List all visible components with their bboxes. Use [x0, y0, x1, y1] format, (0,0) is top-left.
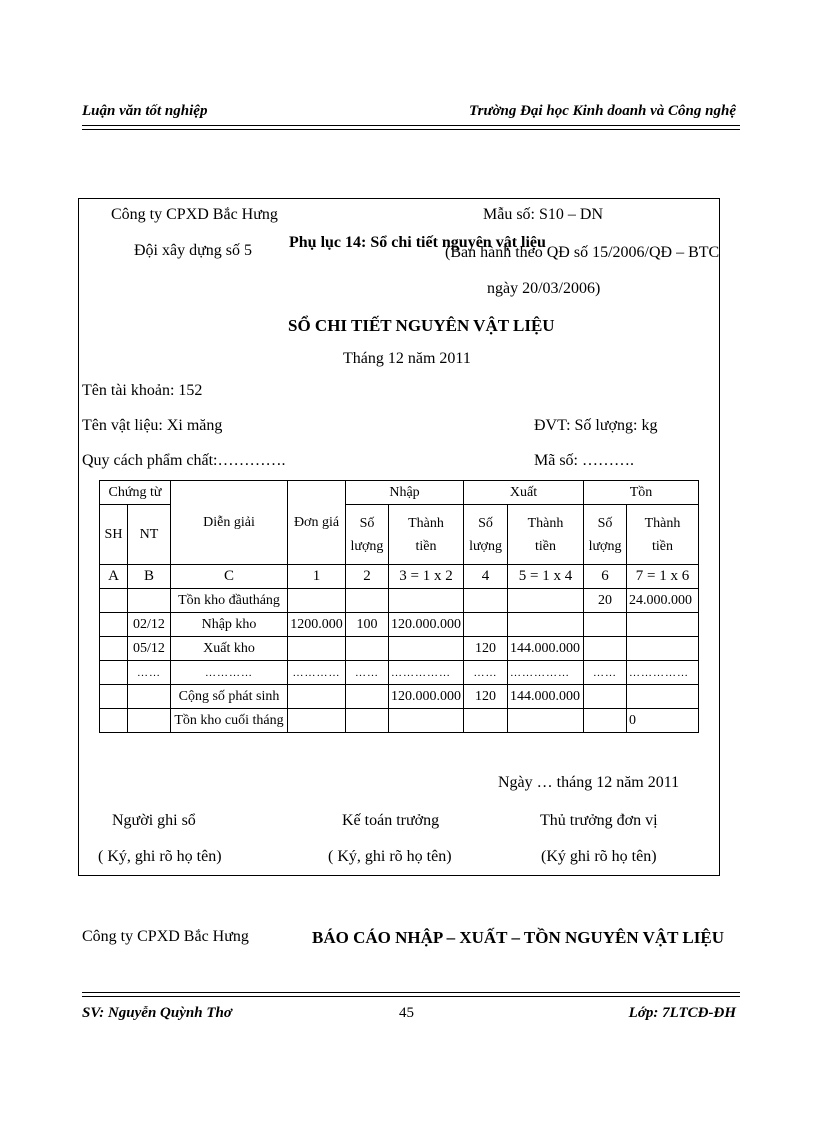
ledger-table: [99, 480, 699, 733]
table-row: [100, 661, 699, 685]
cell-in-qty: [346, 589, 389, 613]
header-chung-tu: Chứng từ: [100, 481, 171, 505]
cell-in-amount: ……………: [389, 661, 464, 685]
header-left: Luận văn tốt nghiệp: [82, 103, 208, 119]
code-cell: 1: [288, 565, 346, 589]
cell-bal-qty: [584, 613, 627, 637]
header-xuat: Xuất: [464, 481, 584, 505]
cell-in-amount: [389, 709, 464, 733]
material-name: Tên vật liệu: Xi măng: [82, 417, 223, 434]
cell-out-amount: 144.000.000: [508, 685, 584, 709]
header-xuat-qty: Số lượng: [464, 505, 508, 565]
cell-nt: [128, 685, 171, 709]
cell-out-qty: ……: [464, 661, 508, 685]
cell-sh: [100, 709, 128, 733]
header-rule: [82, 125, 740, 130]
cell-description: Cộng số phát sinh: [171, 685, 288, 709]
cell-sh: [100, 589, 128, 613]
column-code-row: [100, 565, 699, 589]
signer-note-recorder: ( Ký, ghi rõ họ tên): [98, 848, 222, 865]
cell-bal-amount: [627, 613, 699, 637]
cell-bal-amount: [627, 685, 699, 709]
header-nhap-qty: Số lượng: [346, 505, 389, 565]
header-nt: NT: [128, 505, 171, 565]
cell-sh: [100, 685, 128, 709]
header-don-gia: Đơn giá: [288, 481, 346, 565]
cell-in-amount: 120.000.000: [389, 613, 464, 637]
cell-out-qty: 120: [464, 637, 508, 661]
cell-sh: [100, 661, 128, 685]
table-row: [100, 685, 699, 709]
cell-description: Tồn kho đầutháng: [171, 589, 288, 613]
table-row: [100, 709, 699, 733]
cell-unit-price: [288, 685, 346, 709]
footer-student: SV: Nguyễn Quỳnh Thơ: [82, 1005, 232, 1021]
cell-unit-price: [288, 637, 346, 661]
spec-quality: Quy cách phẩm chất:………….: [82, 452, 286, 469]
signer-note-chief-accountant: ( Ký, ghi rõ họ tên): [328, 848, 452, 865]
cell-in-qty: [346, 709, 389, 733]
header-nhap-amount: Thành tiền: [389, 505, 464, 565]
signer-note-head: (Ký ghi rõ họ tên): [541, 848, 657, 865]
cell-nt: ……: [128, 661, 171, 685]
sign-date: Ngày … tháng 12 năm 2011: [498, 774, 680, 791]
signer-role-recorder: Người ghi sổ: [112, 812, 196, 829]
header-xuat-amount: Thành tiền: [508, 505, 584, 565]
cell-in-qty: [346, 685, 389, 709]
issued-by: (Ban hành theo QĐ số 15/2006/QĐ – BTC: [445, 244, 720, 261]
code-cell: 7 = 1 x 6: [627, 565, 699, 589]
cell-description: Tồn kho cuối tháng: [171, 709, 288, 733]
cell-nt: [128, 589, 171, 613]
footer-rule: [82, 992, 740, 997]
cell-bal-amount: 0: [627, 709, 699, 733]
unit-name: Đội xây dựng số 5: [134, 242, 252, 259]
footer-class: Lớp: 7LTCĐ-ĐH: [628, 1005, 736, 1021]
signer-role-chief-accountant: Kế toán trưởng: [342, 812, 440, 829]
code-cell: 2: [346, 565, 389, 589]
cell-nt: 05/12: [128, 637, 171, 661]
code-cell: 3 = 1 x 2: [389, 565, 464, 589]
cell-unit-price: 1200.000: [288, 613, 346, 637]
code-cell: 5 = 1 x 4: [508, 565, 584, 589]
cell-sh: [100, 637, 128, 661]
header-ton: Tồn: [584, 481, 699, 505]
cell-nt: [128, 709, 171, 733]
next-section-title: BÁO CÁO NHẬP – XUẤT – TỒN NGUYÊN VẬT LIỆU: [312, 928, 725, 947]
unit-of-measure: ĐVT: Số lượng: kg: [534, 417, 658, 434]
cell-bal-qty: [584, 685, 627, 709]
ledger-title: SỔ CHI TIẾT NGUYÊN VẬT LIỆU: [288, 316, 555, 335]
cell-out-amount: 144.000.000: [508, 637, 584, 661]
header-sh: SH: [100, 505, 128, 565]
code-cell: 4: [464, 565, 508, 589]
cell-out-amount: [508, 613, 584, 637]
page-number: 45: [399, 1005, 414, 1021]
ledger-period: Tháng 12 năm 2011: [343, 350, 471, 367]
header-nhap: Nhập: [346, 481, 464, 505]
appendix-title: Phụ lục 14: Sổ chi tiết nguyên vật liệu: [289, 234, 546, 251]
header-dien-giai: Diễn giải: [171, 481, 288, 565]
cell-bal-qty: 20: [584, 589, 627, 613]
cell-out-qty: [464, 589, 508, 613]
next-company-name: Công ty CPXD Bắc Hưng: [82, 928, 249, 945]
ledger-body: [100, 589, 699, 733]
header-right: Trường Đại học Kinh doanh và Công nghệ: [469, 103, 736, 119]
cell-in-qty: 100: [346, 613, 389, 637]
form-number: Mẫu số: S10 – DN: [483, 206, 604, 223]
cell-out-amount: [508, 709, 584, 733]
company-name: Công ty CPXD Bắc Hưng: [111, 206, 278, 223]
cell-in-qty: [346, 637, 389, 661]
cell-in-qty: ……: [346, 661, 389, 685]
table-row: [100, 613, 699, 637]
cell-out-qty: [464, 613, 508, 637]
cell-description: Nhập kho: [171, 613, 288, 637]
table-row: [100, 637, 699, 661]
cell-unit-price: [288, 589, 346, 613]
cell-bal-qty: [584, 637, 627, 661]
cell-unit-price: …………: [288, 661, 346, 685]
code-cell: 6: [584, 565, 627, 589]
material-code: Mã số: ……….: [534, 452, 634, 469]
cell-out-amount: [508, 589, 584, 613]
header-ton-amount: Thành tiền: [627, 505, 699, 565]
issued-date: ngày 20/03/2006): [487, 280, 601, 297]
cell-in-amount: [389, 637, 464, 661]
code-cell: C: [171, 565, 288, 589]
header-ton-qty: Số lượng: [584, 505, 627, 565]
cell-description: Xuất kho: [171, 637, 288, 661]
code-cell: B: [128, 565, 171, 589]
cell-description: …………: [171, 661, 288, 685]
cell-in-amount: 120.000.000: [389, 685, 464, 709]
cell-unit-price: [288, 709, 346, 733]
cell-sh: [100, 613, 128, 637]
signer-role-head: Thủ trưởng đơn vị: [540, 812, 658, 829]
cell-out-amount: ……………: [508, 661, 584, 685]
cell-nt: 02/12: [128, 613, 171, 637]
account-name: Tên tài khoản: 152: [82, 382, 203, 399]
cell-out-qty: [464, 709, 508, 733]
code-cell: A: [100, 565, 128, 589]
cell-bal-qty: [584, 709, 627, 733]
cell-out-qty: 120: [464, 685, 508, 709]
cell-bal-amount: [627, 637, 699, 661]
cell-in-amount: [389, 589, 464, 613]
table-row: [100, 589, 699, 613]
cell-bal-amount: ……………: [627, 661, 699, 685]
cell-bal-qty: ……: [584, 661, 627, 685]
cell-bal-amount: 24.000.000: [627, 589, 699, 613]
